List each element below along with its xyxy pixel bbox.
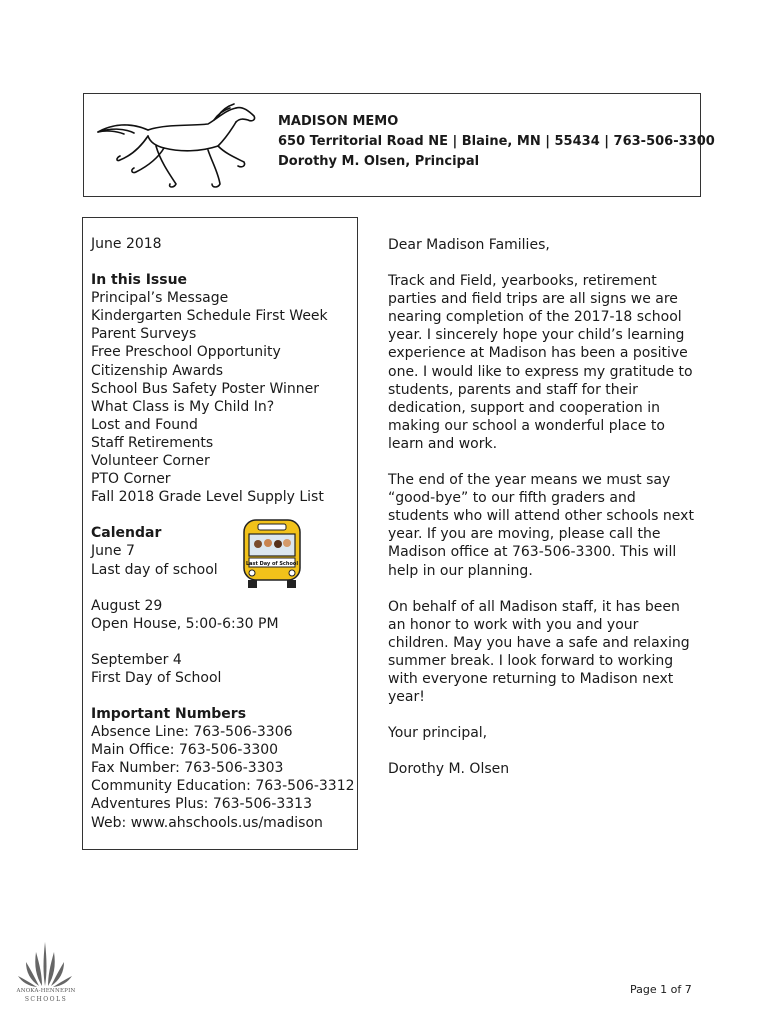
issue-item: Fall 2018 Grade Level Supply List — [91, 489, 324, 506]
letter-paragraph: The end of the year means we must say “good-bye” to our fifth graders and students who will attend other schools next year. If you are moving, please call the Madison office at 763-506-3300. This will help in our planning. — [388, 472, 694, 579]
issue-item: Parent Surveys — [91, 326, 197, 343]
issue-item: PTO Corner — [91, 471, 171, 488]
phone-number: Main Office: 763-506-3300 — [91, 742, 279, 759]
phone-number: Community Education: 763-506-3312 — [91, 778, 355, 795]
issue-item: What Class is My Child In? — [91, 398, 275, 415]
phone-number: Fax Number: 763-506-3303 — [91, 760, 284, 777]
principal-letter — [388, 236, 698, 796]
calendar-date: June 7 — [91, 543, 135, 560]
sidebar-box — [82, 217, 358, 850]
issue-item: Staff Retirements — [91, 434, 214, 451]
horse-illustration — [90, 100, 260, 192]
website-link[interactable]: Web: www.ahschools.us/madison — [91, 814, 323, 831]
logo-text: SCHOOLS — [24, 996, 68, 1003]
issue-item: School Bus Safety Poster Winner — [91, 380, 320, 397]
calendar-heading: Calendar — [91, 525, 162, 542]
issue-item: Volunteer Corner — [91, 453, 210, 470]
school-address: 650 Territorial Road NE | Blaine, MN | 55434 | 763-506-3300 — [278, 134, 715, 149]
issue-heading: In this Issue — [91, 272, 188, 289]
memo-title: MADISON MEMO — [278, 114, 399, 129]
letter-greeting: Dear Madison Families, — [388, 237, 550, 253]
letter-signature: Dorothy M. Olsen — [388, 761, 510, 778]
calendar-date: September 4 — [91, 651, 182, 668]
issue-item: Lost and Found — [91, 416, 198, 433]
issue-list — [91, 289, 353, 506]
school-bus-icon — [240, 516, 304, 590]
calendar-date: August 29 — [91, 597, 163, 614]
letter-paragraph: On behalf of all Madison staff, it has been an honor to work with you and your children. May you have a safe and relaxing summer break. I look forward to working with everyone returning to Madison next year! — [388, 598, 690, 706]
phone-number: Absence Line: 763-506-3306 — [91, 724, 293, 741]
calendar-event: Open House, 5:00-6:30 PM — [91, 615, 279, 632]
letter-closing: Your principal, — [388, 725, 488, 742]
issue-item: Kindergarten Schedule First Week — [91, 308, 328, 325]
calendar-event: First Day of School — [91, 669, 222, 686]
issue-item: Principal’s Message — [91, 290, 229, 307]
principal-name: Dorothy M. Olsen, Principal — [278, 154, 480, 169]
letter-paragraph: Track and Field, yearbooks, retirement parties and field trips are all signs we are nearing completion of the 2017-18 school year. I sincerely hope your child’s learning experience at Madison has been a positive one. I would like to express my gratitude to students, parents and staff for their dedication, support and cooperation in making our school a wonderful place to learn and work. — [388, 273, 693, 452]
issue-date: June 2018 — [91, 236, 162, 252]
bus-sign: Last Day of School — [245, 561, 299, 567]
page-number: Page 1 of 7 — [630, 983, 692, 996]
phone-number: Adventures Plus: 763-506-3313 — [91, 796, 312, 813]
logo-text: ANOKA-HENNEPIN — [16, 988, 76, 994]
numbers-heading: Important Numbers — [91, 705, 247, 722]
issue-item: Citizenship Awards — [91, 362, 224, 379]
masthead — [83, 93, 715, 197]
issue-item: Free Preschool Opportunity — [91, 344, 281, 361]
calendar-event: Last day of school — [91, 561, 218, 578]
